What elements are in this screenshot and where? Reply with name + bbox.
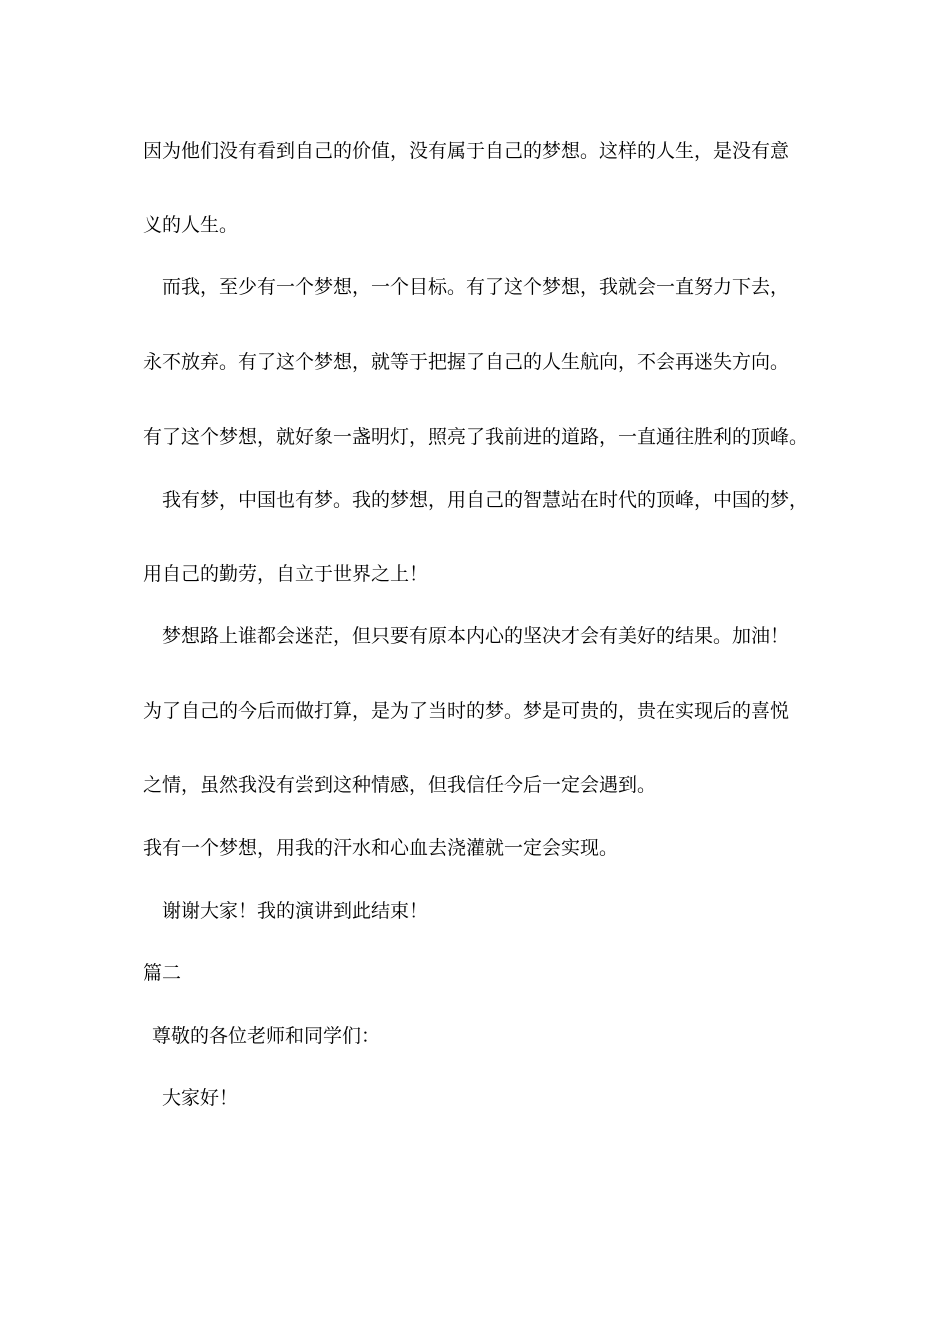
text-line: 之情，虽然我没有尝到这种情感，但我信任今后一定会遇到。	[143, 774, 657, 796]
text-line: 义的人生。	[143, 214, 239, 236]
text-line: 谢谢大家！我的演讲到此结束！	[162, 900, 429, 922]
text-line: 梦想路上谁都会迷茫，但只要有原本内心的坚决才会有美好的结果。加油！	[162, 625, 790, 647]
salutation: 尊敬的各位老师和同学们：	[152, 1025, 381, 1047]
text-line: 永不放弃。有了这个梦想，就等于把握了自己的人生航向，不会再迷失方向。	[143, 351, 790, 373]
text-line: 为了自己的今后而做打算，是为了当时的梦。梦是可贵的，贵在实现后的喜悦	[143, 700, 790, 722]
greeting: 大家好！	[162, 1087, 239, 1109]
text-line: 我有梦，中国也有梦。我的梦想，用自己的智慧站在时代的顶峰，中国的梦，	[162, 489, 809, 511]
text-line: 有了这个梦想，就好象一盏明灯，照亮了我前进的道路，一直通往胜利的顶峰。	[143, 426, 809, 448]
text-line: 因为他们没有看到自己的价值，没有属于自己的梦想。这样的人生，是没有意	[143, 140, 790, 162]
text-line: 用自己的勤劳，自立于世界之上！	[143, 563, 429, 585]
section-heading: 篇二	[143, 962, 182, 984]
text-line: 而我，至少有一个梦想，一个目标。有了这个梦想，我就会一直努力下去，	[162, 276, 790, 298]
text-line: 我有一个梦想，用我的汗水和心血去浇灌就一定会实现。	[143, 837, 619, 859]
